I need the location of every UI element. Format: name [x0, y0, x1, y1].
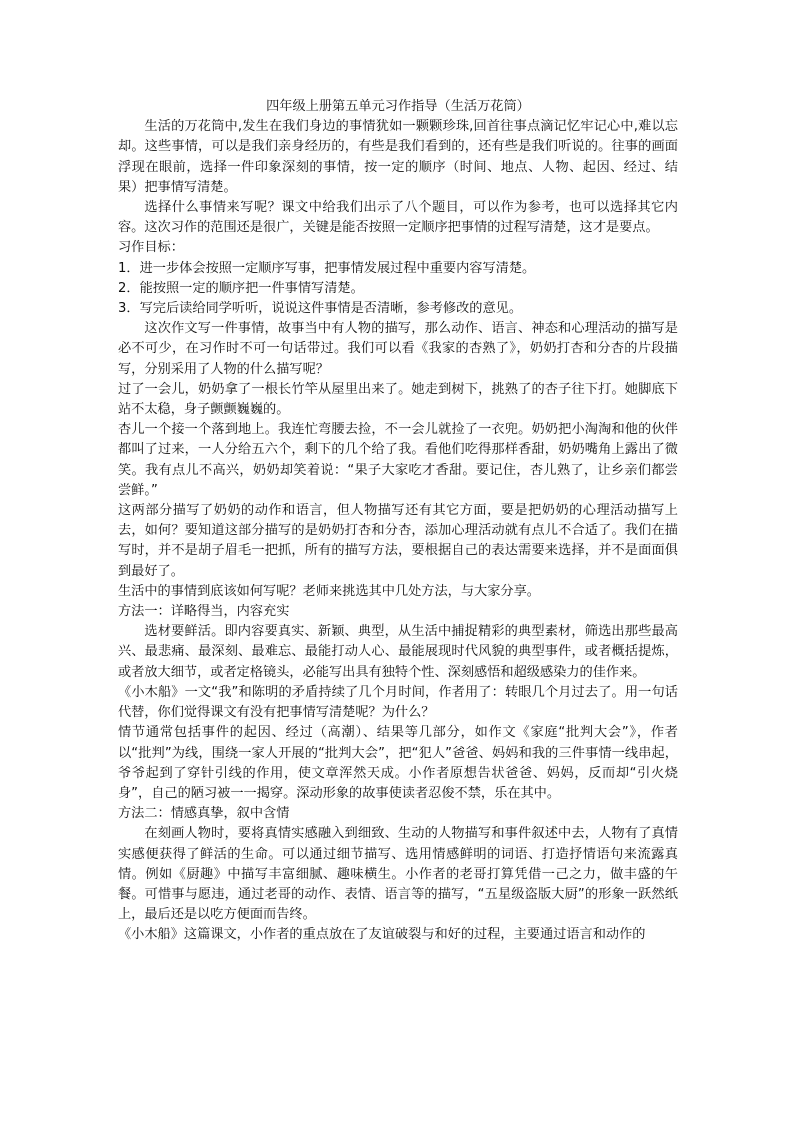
method-1-paragraph-1: 选材要鲜活。即内容要真实、新颖、典型，从生活中捕捉精彩的典型素材，筛选出那些最高兴、最悲痛、最深刻、最难忘、最能打动人心、最能展现时代风貌的典型事件，或者概括提炼，或者放大细节，或者定格镜头，必能写出具有独特个性、深刻感悟和超级感染力的佳作来。 — [118, 624, 678, 680]
document-title: 四年级上册第五单元习作指导（生活万花筒） — [266, 99, 530, 114]
goal-item: 3．写完后读给同学听听，说说这件事情是否清晰，参考修改的意见。 — [118, 301, 523, 317]
excerpt-paragraph-1: 过了一会儿，奶奶拿了一根长竹竿从屋里出来了。她走到树下，挑熟了的杏子往下打。她脚底下站不太稳，身子颤颤巍巍的。 — [118, 381, 678, 418]
description-paragraph: 这次作文写一件事情，故事当中有人物的描写，那么动作、语言、神态和心理活动的描写是必不可少，在习作时不可一句话带过。我们可以看《我家的杏熟了》，奶奶打杏和分杏的片段描写，分别采用了人物的什么描写呢？ — [118, 321, 678, 377]
method-1-paragraph-2: 《小木船》一文“我”和陈明的矛盾持续了几个月时间，作者用了：转眼几个月过去了。用一句话代替，你们觉得课文有没有把事情写清楚呢？为什么？ — [118, 684, 678, 721]
goals-heading: 习作目标： — [118, 240, 184, 256]
analysis-paragraph: 这两部分描写了奶奶的动作和语言，但人物描写还有其它方面，要是把奶奶的心理活动描写上去，如何？要知道这部分描写的是奶奶打杏和分杏，添加心理活动就有点儿不合适了。我们在描写时，并不是胡子眉毛一把抓，所有的描写方法，要根据自己的表达需要来选择，并不是面面俱到最好了。 — [118, 503, 678, 579]
document-page — [118, 97, 678, 946]
goals-list — [118, 259, 678, 320]
method-1-paragraph-3: 情节通常包括事件的起因、经过（高潮）、结果等几部分，如作文《家庭“批判大会”》，作者以“批判”为线，围绕一家人开展的“批判大会”，把“犯人”爸爸、妈妈和我的三件事情一线串起，爷爷起到了穿针引线的作用，使文章浑然天成。小作者原想告状爸爸、妈妈，反而却“引火烧身”，自己的陋习被一一揭穿。深动形象的故事使读者忍俊不禁，乐在其中。 — [118, 725, 678, 801]
method-2-paragraph-1: 在刻画人物时，要将真情实感融入到细致、生动的人物描写和事件叙述中去，人物有了真情实感便获得了鲜活的生命。可以通过细节描写、选用情感鲜明的词语、打造抒情语句来流露真情。例如《厨趣》中描写丰富细腻、趣味横生。小作者的老哥打算凭借一己之力，做丰盛的午餐。可惜事与愿违，通过老哥的动作、表情、语言等的描写，“五星级盗版大厨”的形象一跃然纸上，最后还是以吃方便面而告终。 — [118, 826, 678, 923]
intro-paragraph-1: 生活的万花筒中,发生在我们身边的事情犹如一颗颗珍珠,回首往事点滴记忆牢记心中,难以忘却。这些事情，可以是我们亲身经历的，有些是我们看到的，还有些是我们听说的。往事的画面浮现在眼前，选择一件印象深刻的事情，按一定的顺序（时间、地点、人物、起因、经过、结果）把事情写清楚。 — [118, 119, 678, 195]
goal-item: 2．能按照一定的顺序把一件事情写清楚。 — [118, 280, 364, 296]
intro-paragraph-2: 选择什么事情来写呢？课文中给我们出示了八个题目，可以作为参考，也可以选择其它内容。这次习作的范围还是很广，关键是能否按照一定顺序把事情的过程写清楚，这才是要点。 — [118, 200, 678, 236]
method-2-heading: 方法二：情感真挚，叙中含情 — [118, 806, 290, 822]
excerpt-paragraph-2: 杏儿一个接一个落到地上。我连忙弯腰去捡，不一会儿就捡了一衣兜。奶奶把小淘淘和他的伙伴都叫了过来，一人分给五六个，剩下的几个给了我。看他们吃得那样香甜，奶奶嘴角上露出了微笑。我有点儿不高兴，奶奶却笑着说：“果子大家吃才香甜。要记住，杏儿熟了，让乡亲们都尝尝鲜。” — [118, 422, 678, 498]
methods-intro-paragraph: 生活中的事情到底该如何写呢？老师来挑选其中几处方法，与大家分享。 — [118, 583, 540, 599]
goal-item: 1．进一步体会按照一定顺序写事，把事情发展过程中重要内容写清楚。 — [118, 260, 536, 276]
method-2-paragraph-2: 《小木船》这篇课文，小作者的重点放在了友谊破裂与和好的过程，主要通过语言和动作的 — [118, 927, 646, 943]
method-1-heading: 方法一：详略得当，内容充实 — [118, 604, 290, 620]
